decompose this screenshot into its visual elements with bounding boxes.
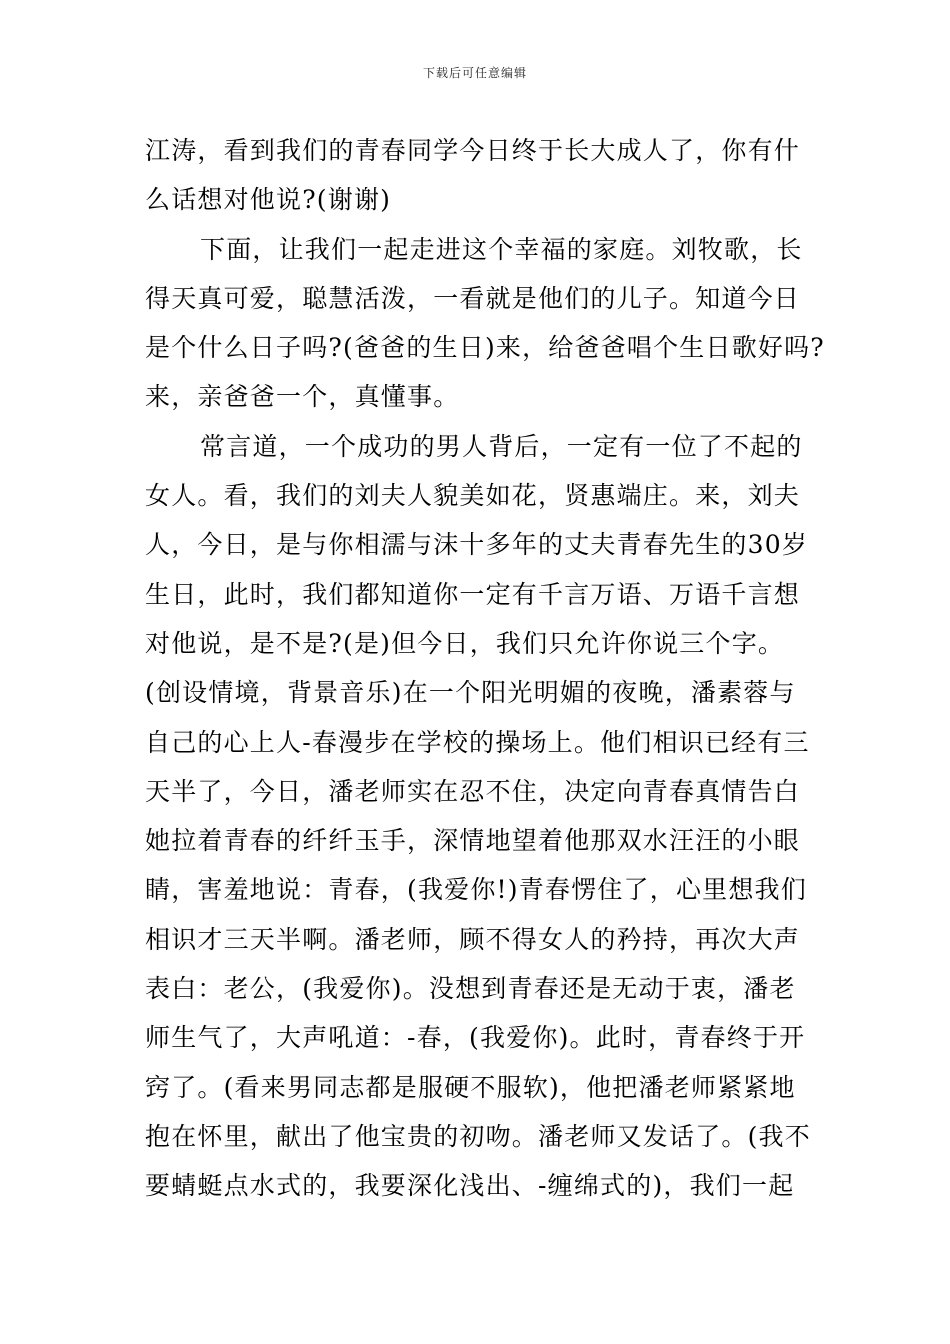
text-line: 要蜻蜓点水式的，我要深化浅出、-缠绵式的)，我们一起 <box>145 1171 795 1201</box>
text-line: 女人。看，我们的刘夫人貌美如花，贤惠端庄。来，刘夫 <box>145 481 801 511</box>
text-line: 来，亲爸爸一个，真懂事。 <box>145 382 460 412</box>
text-line: 抱在怀里，献出了他宝贵的初吻。潘老师又发话了。(我不 <box>145 1121 811 1151</box>
page-header-note: 下载后可任意编辑 <box>422 66 527 80</box>
text-line: 江涛，看到我们的青春同学今日终于长大成人了，你有什 <box>145 136 801 165</box>
document-body <box>145 126 825 1211</box>
text-line: 相识才三天半啊。潘老师，顾不得女人的矜持，再次大声 <box>145 924 801 954</box>
text-line: 对他说，是不是?(是)但今日，我们只允许你说三个字。 <box>145 628 785 658</box>
text-line: 天半了，今日，潘老师实在忍不住，决定向青春真情告白 <box>145 776 801 806</box>
text-line: 生日，此时，我们都知道你一定有千言万语、万语千言想 <box>145 579 801 609</box>
text-line: (创设情境，背景音乐)在一个阳光明媚的夜晚，潘素蓉与 <box>145 678 796 708</box>
text-line: 得天真可爱，聪慧活泼，一看就是他们的儿子。知道今日 <box>145 283 801 313</box>
text-line: 师生气了，大声吼道：-春，(我爱你)。此时，青春终于开 <box>145 1023 806 1053</box>
text-line: 她拉着青春的纤纤玉手，深情地望着他那双水汪汪的小眼 <box>145 826 801 856</box>
text-line: 表白：老公，(我爱你)。没想到青春还是无动于衷，潘老 <box>145 974 796 1004</box>
text-line: 人，今日，是与你相濡与沫十多年的丈夫青春先生的30岁 <box>145 530 809 560</box>
text-line: 常言道，一个成功的男人背后，一定有一位了不起的 <box>200 431 803 461</box>
text-line: 睛，害羞地说：青春，(我爱你!)青春愣住了，心里想我们 <box>145 875 807 905</box>
text-line: 是个什么日子吗?(爸爸的生日)来，给爸爸唱个生日歌好吗? <box>145 333 825 363</box>
text-line: 下面，让我们一起走进这个幸福的家庭。刘牧歌，长 <box>200 234 803 264</box>
text-line: 自己的心上人-春漫步在学校的操场上。他们相识已经有三 <box>145 727 810 757</box>
text-line: 窍了。(看来男同志都是服硬不服软)，他把潘老师紧紧地 <box>145 1072 796 1102</box>
text-line: 么话想对他说?(谢谢) <box>145 185 392 215</box>
